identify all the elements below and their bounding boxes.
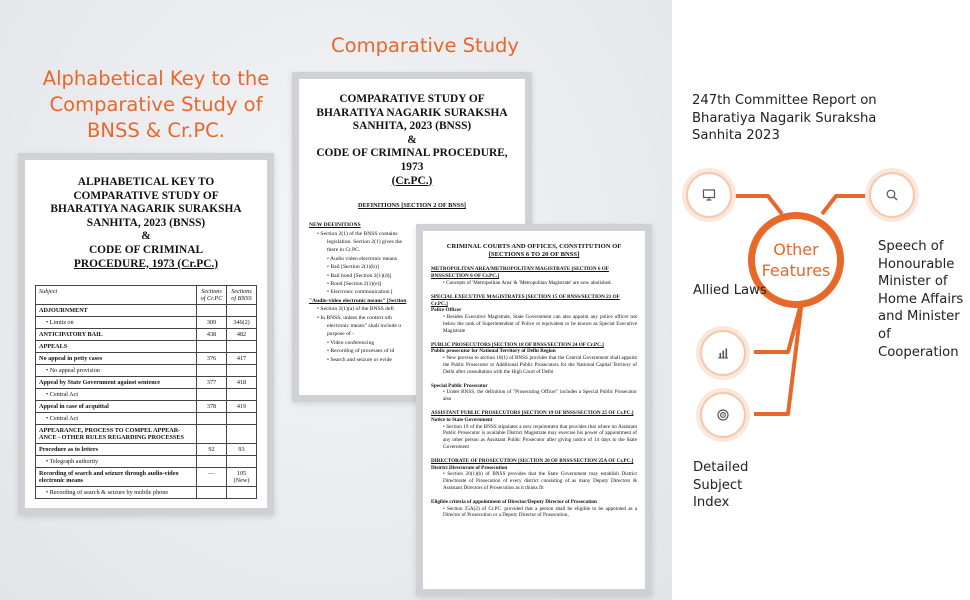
title-line: SANHITA, 2023 (BNSS): [352, 120, 472, 133]
row-subject: Recording of search and seizure through audio-video electronic means: [36, 468, 197, 487]
row-subject: • Telegraph authority: [36, 456, 197, 468]
comparative-study-heading: Comparative Study: [331, 34, 519, 57]
section-heading: ASSISTANT PUBLIC PROSECUTORS [SECTION 19 OF BNSS/SECTION 25 OF Cr.PC.]: [431, 409, 634, 416]
criminal-courts-title: [431, 243, 637, 259]
section-block: [431, 410, 637, 451]
row-bnss: 346(2): [227, 317, 257, 329]
other-features-line: Other: [773, 240, 819, 259]
row-bnss: [227, 425, 257, 444]
row-bnss: 419: [227, 401, 257, 413]
section-block: [431, 266, 637, 286]
table-row: [36, 317, 257, 329]
row-subject: • Limits on: [36, 317, 197, 329]
target-icon: [700, 392, 746, 438]
table-row: [36, 401, 257, 413]
section-subheading: Police Officer: [431, 307, 462, 314]
section-subheading: Notice to State Government: [431, 416, 493, 423]
allied-laws-label: Allied Laws: [693, 283, 767, 298]
table-row: [36, 413, 257, 425]
row-crpc: 438: [197, 329, 227, 341]
row-subject: • Central Act: [36, 389, 197, 401]
section-heading: PUBLIC PROSECUTORS [SECTION 18 OF BNSS/SECTION 24 OF Cr.PC.]: [431, 341, 604, 348]
row-bnss: 93: [227, 444, 257, 456]
definitions-heading: DEFINITIONS [SECTION 2 OF BNSS]: [358, 202, 466, 210]
section-block: [431, 383, 637, 403]
table-row: [36, 456, 257, 468]
section-heading: METROPOLITAN AREA/METROPOLITAN MAGISTRATE [SECTION 6 OF BNSS/SECTION 6 OF Cr.PC.]: [431, 266, 609, 280]
col-crpc: Sections of Cr.PC: [197, 286, 227, 305]
row-subject: • Central Act: [36, 413, 197, 425]
title-line: ALPHABETICAL KEY TO: [77, 176, 215, 188]
table-row: [36, 377, 257, 389]
table-row: [36, 329, 257, 341]
section-subheading: Eligible criteria of appointment of Director/Deputy Director of Prosecution: [431, 498, 597, 505]
row-crpc: [197, 341, 227, 353]
definition-line: • Section 2(1)(a) of the BNSS defi: [317, 306, 394, 313]
row-subject: Procedure as to letters: [36, 444, 197, 456]
row-crpc: 309: [197, 317, 227, 329]
definition-line: • Bond [Section 2(1)(e)]: [327, 281, 382, 287]
definition-line: • Recording of processes of id: [327, 348, 395, 355]
definition-line: • Bail [Section 2(1)(b)]: [327, 264, 379, 271]
row-crpc: [197, 487, 227, 499]
table-row: [36, 365, 257, 377]
definition-line: • Bail bond [Section 2(1)(d)]: [327, 272, 392, 279]
row-bnss: [227, 389, 257, 401]
row-crpc: 377: [197, 377, 227, 389]
table-row: [36, 468, 257, 487]
row-bnss: [227, 305, 257, 317]
search-icon: [869, 172, 915, 218]
title-line: &: [407, 133, 417, 146]
row-subject: Appeal by State Government against sentence: [36, 377, 197, 389]
section-block: [431, 294, 637, 335]
table-row: [36, 389, 257, 401]
title-line: BHARATIYA NAGARIK SURAKSHA: [50, 203, 242, 216]
row-crpc: 92: [197, 444, 227, 456]
table-row: [36, 353, 257, 365]
row-bnss: 417: [227, 353, 257, 365]
table-row: [36, 305, 257, 317]
section-heading: SPECIAL EXECUTIVE MAGISTRATES [SECTION 15 OF BNSS/SECTION 21 OF Cr.PC.]: [431, 293, 620, 307]
row-crpc: [197, 456, 227, 468]
definition-line: • Video conferencing: [327, 339, 375, 346]
section-subheading: Public prosecutor for National Territory of Delhi Region: [431, 348, 556, 355]
definition-line: • In BNSS, unless the context oth: [317, 314, 392, 321]
section-text: • Besides Executive Magistrate, State Government can also appoint any police officer not below the rank of Superintendent of Police or equivalent to be known as Special Executive Magistrate: [443, 314, 637, 334]
row-bnss: 482: [227, 329, 257, 341]
row-subject: ANTICIPATORY BAIL: [36, 329, 197, 341]
title-line: (Cr.PC.): [391, 174, 433, 187]
section-block: [431, 499, 637, 519]
table-row: [36, 444, 257, 456]
row-subject: APPEARANCE, PROCESS TO COMPEL APPEAR-ANCE - OTHER RULES REGARDING PROCESSES: [36, 425, 197, 444]
other-features-label: [762, 239, 831, 281]
row-bnss: 418: [227, 377, 257, 389]
definition-line: • Section 2(1) of the BNSS contains: [317, 230, 398, 237]
row-crpc: [197, 425, 227, 444]
title-line: [SECTIONS 6 TO 20 OF BNSS]: [488, 251, 580, 259]
definition-line: electronic means" shall include u: [327, 323, 402, 330]
row-subject: • No appeal provision: [36, 365, 197, 377]
definition-line: • Search and seizure or evide: [327, 356, 392, 363]
comparative-page-title: [309, 93, 515, 188]
committee-report-icon: [686, 172, 732, 218]
row-crpc: [197, 413, 227, 425]
section-subheading: District Directorate of Prosecution: [431, 464, 508, 471]
definition-line: • Electronic communication [: [327, 289, 393, 296]
definition-line: • Audio video electronic means: [327, 255, 397, 262]
col-bnss: Sections of BNSS: [227, 286, 257, 305]
section-block: [431, 342, 637, 376]
row-bnss: [227, 456, 257, 468]
section-text: • New proviso to section 18(1) of BNSS provides that the Central Government shall appoint the Public Prosecutor or Additional Public Prosecutors for the National Capital Territory of Delhi after consultation with the High Court of Delhi: [443, 355, 637, 375]
row-crpc: [197, 389, 227, 401]
title-line: &: [141, 230, 151, 243]
title-line: BHARATIYA NAGARIK SURAKSHA: [316, 106, 508, 119]
definition-line: there in Cr.PC.: [327, 247, 361, 254]
row-bnss: 105 (New): [227, 468, 257, 487]
row-bnss: [227, 341, 257, 353]
title-line: PROCEDURE, 1973 (Cr.PC.): [73, 257, 219, 270]
speech-label: Speech of Honourable Minister of Home Affairs and Minister of Cooperation: [878, 239, 964, 360]
row-subject: ADJOURNMENT: [36, 305, 197, 317]
section-heading: DIRECTORATE OF PROSECUTION [SECTION 20 OF BNSS/SECTION 25A OF Cr.PC.]: [431, 457, 634, 464]
row-subject: Appeal in case of acquittal: [36, 401, 197, 413]
alpha-key-page: [18, 153, 274, 515]
title-line: COMPARATIVE STUDY OF: [339, 93, 485, 105]
row-crpc: 376: [197, 353, 227, 365]
new-definitions-heading: NEW DEFINITIONS: [309, 222, 361, 229]
definition-line: "Audio-video electronic means" [Section: [309, 297, 407, 304]
row-crpc: —: [197, 468, 227, 487]
row-bnss: [227, 413, 257, 425]
row-bnss: [227, 487, 257, 499]
section-text: • Section 19 of the BNSS stipulates a new requirement that provides that where no Assistant Public Prosecutor is available District Magistrate may exercise his power of appointment of any other person as Assistant Public Prosecutor after giving notice of 14 days to the State Government: [443, 423, 637, 450]
committee-report-label: 247th Committee Report on Bharatiya Nagarik Suraksha Sanhita 2023: [692, 93, 877, 144]
row-subject: APPEALS: [36, 341, 197, 353]
col-subject: Subject: [36, 286, 197, 305]
row-crpc: 378: [197, 401, 227, 413]
section-text: • Section 25A(2) of Cr.PC. provided that a person shall be eligible to be appointed as a Director of Prosecution or a Deputy Director of Prosecution,: [443, 505, 637, 519]
section-text: • Concepts of 'Metropolitan Area' & 'Metropolitan Magistrate' are now abolished.: [443, 280, 612, 286]
section-text: • Section 20(1)(b) of BNSS provides that the State Government may establish District Directorate of Prosecution of every district consisting of as many Deputy Directors & Assistant Directors of Prosecution as it thinks fit: [443, 471, 637, 491]
title-line: CRIMINAL COURTS AND OFFICES, CONSTITUTION OF: [446, 243, 622, 250]
other-features-line: Features: [761, 261, 831, 280]
title-line: CODE OF CRIMINAL: [88, 243, 204, 256]
row-crpc: [197, 305, 227, 317]
definition-line: purpose of -: [327, 331, 355, 338]
alpha-key-page-title: [35, 176, 257, 271]
bar-chart-icon: [700, 330, 746, 376]
row-subject: No appeal in petty cases: [36, 353, 197, 365]
table-row: [36, 341, 257, 353]
title-line: SANHITA, 2023 (BNSS): [86, 216, 206, 229]
subject-index-label: Detailed Subject Index: [693, 460, 749, 511]
title-line: COMPARATIVE STUDY OF: [73, 189, 219, 202]
title-line: CODE OF CRIMINAL PROCEDURE, 1973: [316, 147, 508, 173]
alpha-key-table: [35, 285, 257, 499]
section-subheading: Special Public Prosecutor: [431, 382, 488, 389]
table-row: [36, 487, 257, 499]
definition-line: legislation. Section 2(1) gives the: [327, 238, 403, 245]
row-subject: • Recording of search & seizure by mobile phone: [36, 487, 197, 499]
row-bnss: [227, 365, 257, 377]
row-crpc: [197, 365, 227, 377]
section-text: • Under BNSS, the definition of "Prosecuting Officer" includes a Special Public Prosecutor also: [443, 389, 637, 403]
table-row: [36, 425, 257, 444]
criminal-courts-page: [416, 224, 652, 596]
section-block: [431, 458, 637, 492]
alpha-key-heading: Alphabetical Key to the Comparative Study of BNSS & Cr.PC.: [42, 67, 270, 142]
